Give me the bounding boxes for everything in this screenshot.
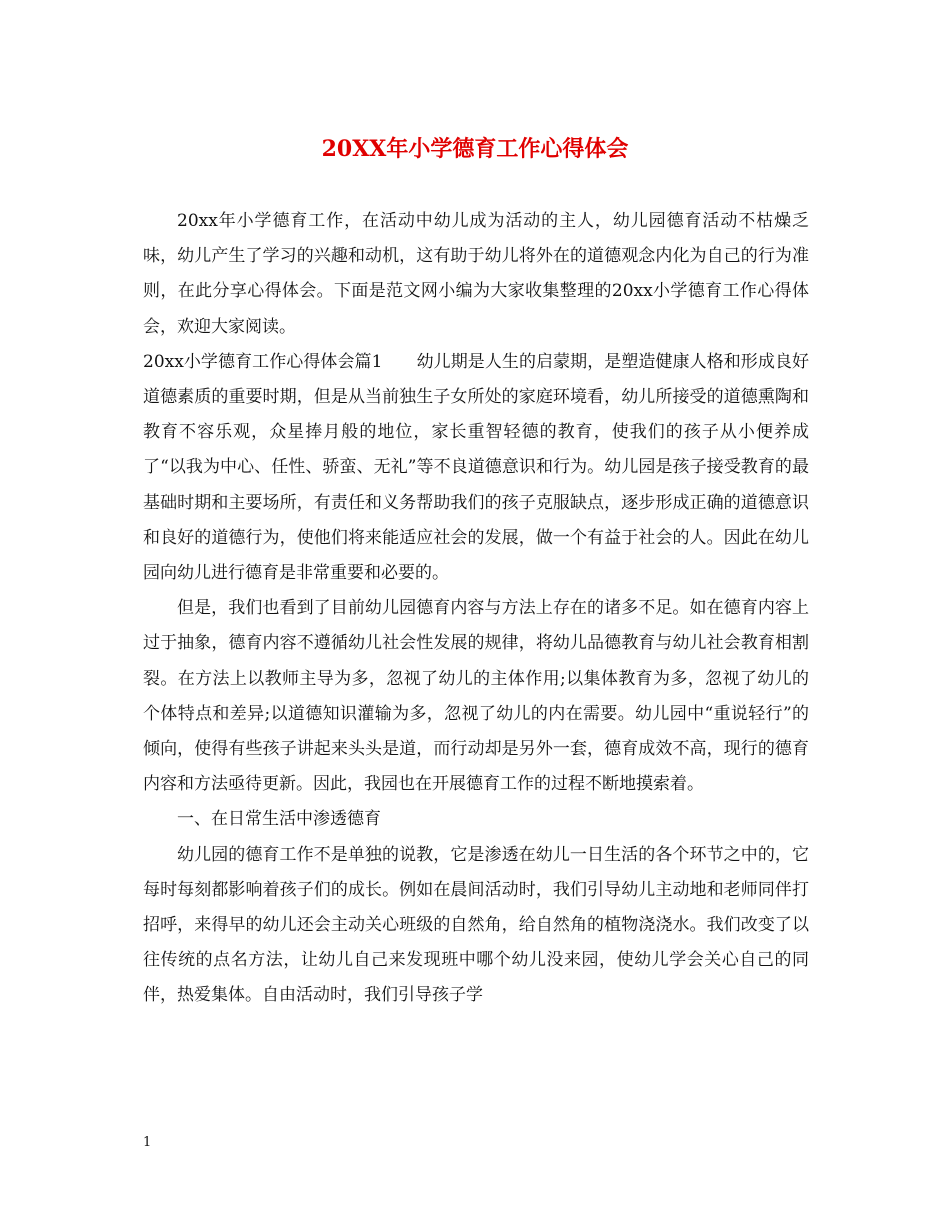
page-number: 1 (143, 1135, 152, 1150)
document-body (143, 204, 809, 1014)
document-title: 20XX年小学德育工作心得体会 (321, 136, 629, 162)
paragraph-daily-life: 幼儿园的德育工作不是单独的说教，它是渗透在幼儿一日生活的各个环节之中的，它每时每刻都影响着孩子们的成长。例如在晨间活动时，我们引导幼儿主动地和老师同伴打招呼，来得早的幼儿还会主动关心班级的自然角，给自然角的植物浇浇水。我们改变了以往传统的点名方法，让幼儿自己来发现班中哪个幼儿没来园，使幼儿学会关心自己的同伴，热爱集体。自由活动时，我们引导孩子学 (143, 844, 809, 1006)
paragraph-intro: 20xx年小学德育工作，在活动中幼儿成为活动的主人，幼儿园德育活动不枯燥乏味，幼儿产生了学习的兴趣和动机，这有助于幼儿将外在的道德观念内化为自己的行为准则，在此分享心得体会。下面是范文网小编为大家收集整理的20xx小学德育工作心得体会，欢迎大家阅读。 (143, 211, 809, 337)
paragraph-article-1: 20xx小学德育工作心得体会篇1 幼儿期是人生的启蒙期，是塑造健康人格和形成良好道德素质的重要时期，但是从当前独生子女所处的家庭环境看，幼儿所接受的道德熏陶和教育不容乐观，众星捧月般的地位，家长重智轻德的教育，使我们的孩子从小便养成了“以我为中心、任性、骄蛮、无礼”等不良道德意识和行为。幼儿园是孩子接受教育的最基础时期和主要场所，有责任和义务帮助我们的孩子克服缺点，逐步形成正确的道德意识和良好的道德行为，使他们将来能适应社会的发展，做一个有益于社会的人。因此在幼儿园向幼儿进行德育是非常重要和必要的。 (143, 351, 809, 584)
section-heading-daily-life: 一、在日常生活中渗透德育 (177, 809, 381, 830)
paragraph-shortcomings: 但是，我们也看到了目前幼儿园德育内容与方法上存在的诸多不足。如在德育内容上过于抽象，德育内容不遵循幼儿社会性发展的规律，将幼儿品德教育与幼儿社会教育相割裂。在方法上以教师主导为多，忽视了幼儿的主体作用;以集体教育为多，忽视了幼儿的个体特点和差异;以道德知识灌输为多，忽视了幼儿的内在需要。幼儿园中“重说轻行”的倾向，使得有些孩子讲起来头头是道，而行动却是另外一套，德育成效不高，现行的德育内容和方法亟待更新。因此，我园也在开展德育工作的过程不断地摸索着。 (143, 598, 809, 795)
